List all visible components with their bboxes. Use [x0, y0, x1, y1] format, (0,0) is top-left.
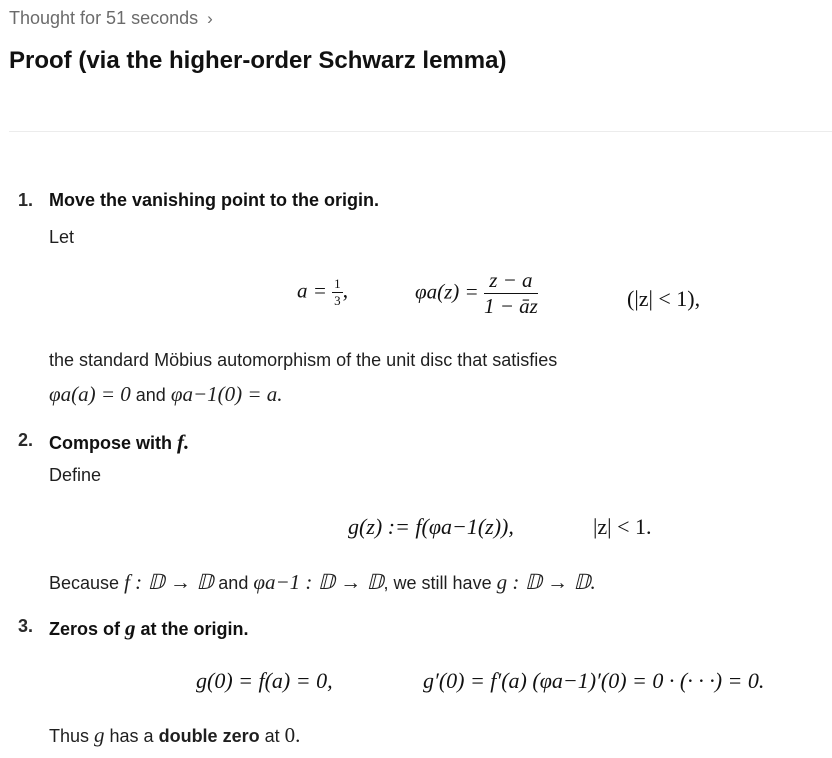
- thought-label: Thought for 51 seconds: [9, 8, 199, 28]
- equation-g0: g(0) = f(a) = 0,: [196, 668, 333, 693]
- page-title: Proof (via the higher-order Schwarz lemma): [9, 47, 507, 74]
- divider: [9, 131, 832, 132]
- step-number: 1.: [18, 190, 34, 210]
- step-text: Because f : 𝔻 → 𝔻 and φa−1 : 𝔻 → 𝔻, we still have g : 𝔻 → 𝔻.: [49, 570, 596, 594]
- step-conclusion: Thus g has a double zero at 0.: [49, 723, 301, 747]
- equation-g-prime: g′(0) = f′(a) (φa−1)′(0) = 0 · (· · ·) = 0.: [423, 668, 765, 693]
- thought-toggle[interactable]: [9, 8, 213, 29]
- equation-condition: (|z| < 1),: [627, 286, 701, 311]
- fraction-one-third: $\frac{1}{3}$: [334, 276, 341, 308]
- equation-phi: φa(z) = $\frac{z - a}{1 - āz}$: [415, 268, 538, 318]
- step-number: 2.: [18, 430, 34, 450]
- step-intro: Let: [49, 227, 75, 247]
- step-heading: Zeros of g at the origin.: [49, 616, 249, 640]
- chevron-right-icon: ›: [207, 8, 213, 28]
- step-heading: Compose with f.: [49, 430, 190, 454]
- equation-g-cond: |z| < 1.: [593, 514, 652, 539]
- step-text-line2: φa(a) = 0 and φa−1(0) = a.: [49, 382, 283, 406]
- equation-a: a = $\frac{1}{3}$ ,: [297, 276, 349, 308]
- step-text: the standard Möbius automorphism of the unit disc that satisfies: [49, 350, 558, 370]
- step-number: 3.: [18, 616, 34, 636]
- equation-g-def: g(z) := f(φa−1(z)),: [348, 514, 514, 539]
- step-heading: Move the vanishing point to the origin.: [49, 190, 379, 210]
- fraction-mobius: $\frac{z - a}{1 - āz}$: [483, 268, 538, 318]
- step-intro: Define: [49, 465, 102, 485]
